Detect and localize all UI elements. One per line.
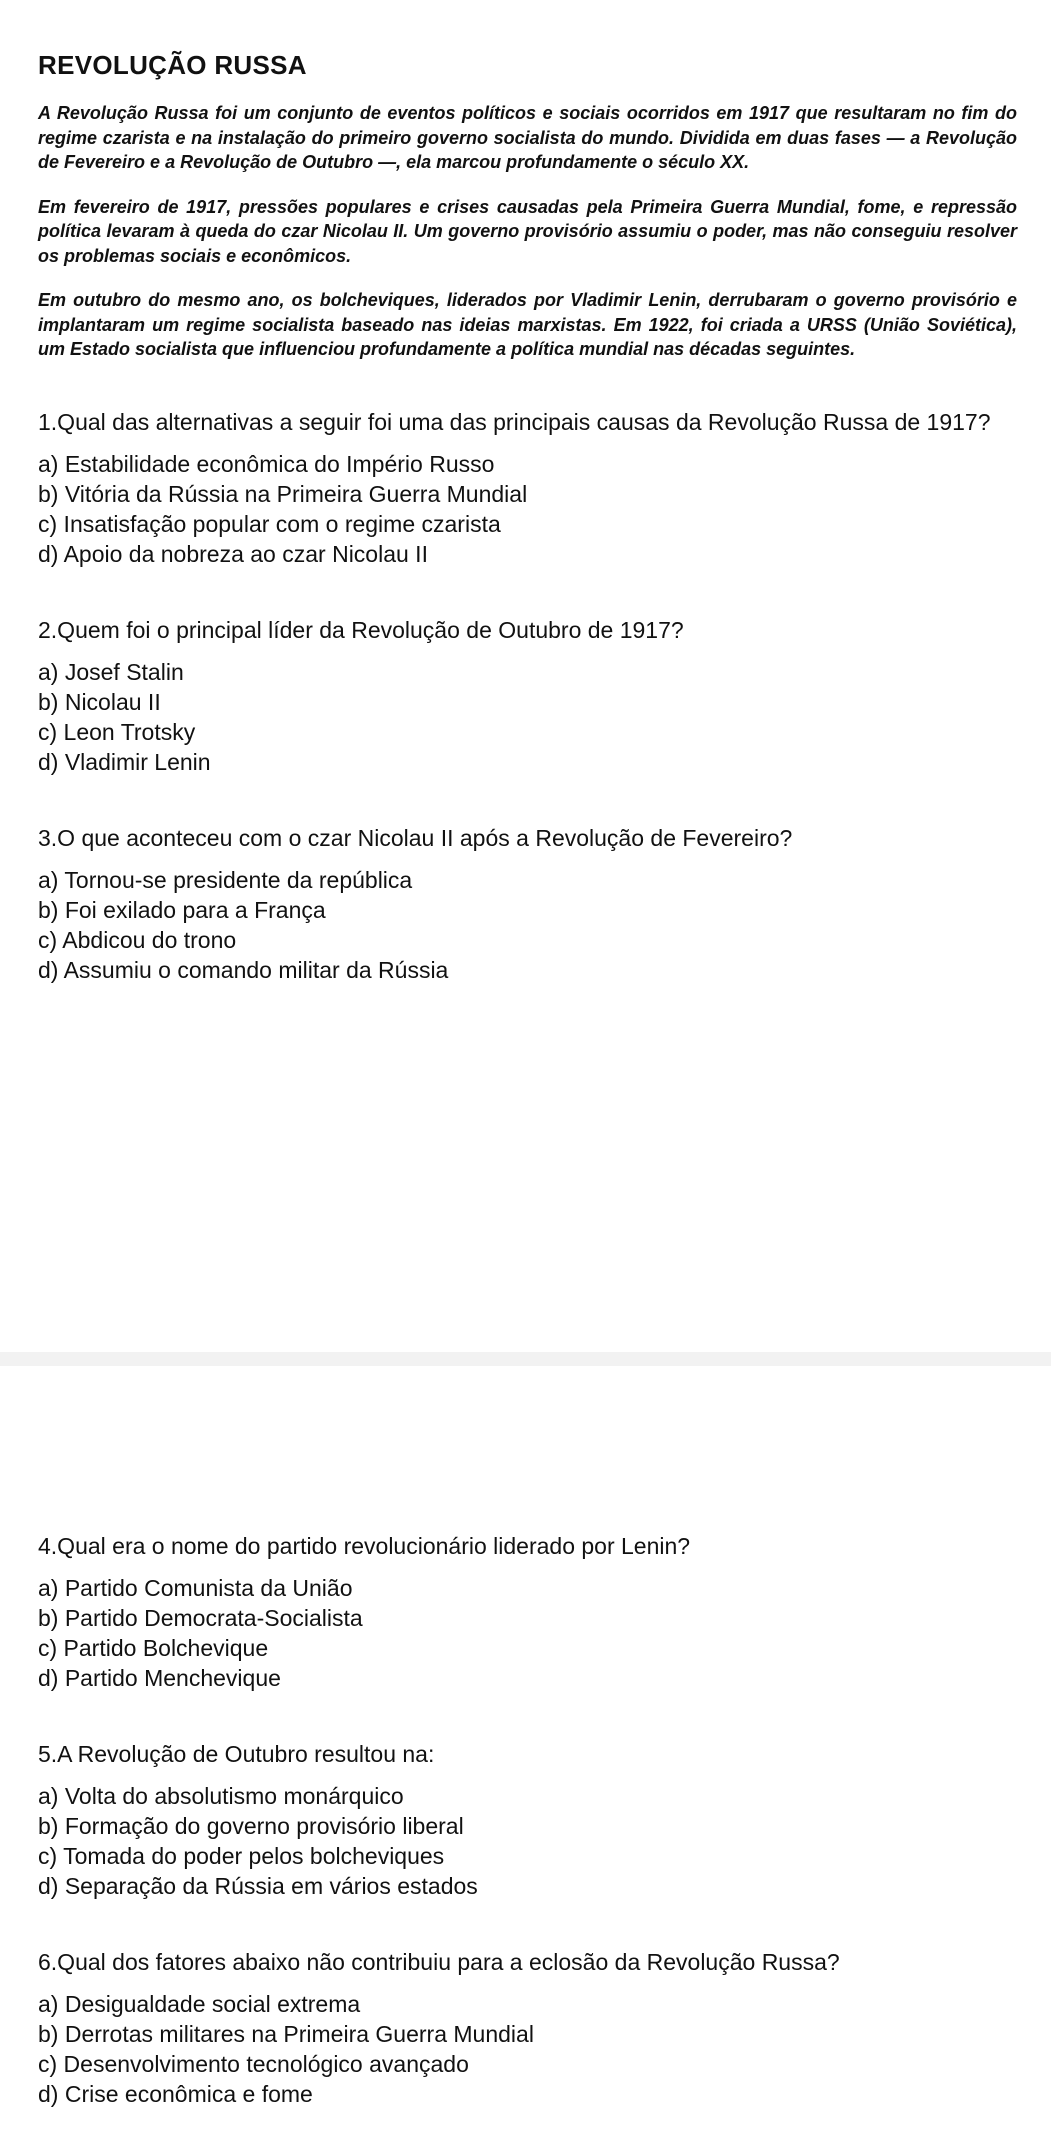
page-separator (0, 1352, 1051, 1366)
option-d: d) Assumiu o comando militar da Rússia (38, 956, 449, 983)
option-d: d) Apoio da nobreza ao czar Nicolau II (38, 540, 428, 567)
question-5 (38, 1739, 1017, 1901)
option-a: a) Estabilidade econômica do Império Russo (38, 450, 495, 477)
option-b: b) Formação do governo provisório liberal (38, 1813, 464, 1839)
option-a: a) Tornou-se presidente da república (38, 866, 413, 893)
option-d: d) Crise econômica e fome (38, 2081, 313, 2107)
document-title: REVOLUÇÃO RUSSA (38, 50, 307, 80)
option-c: c) Tomada do poder pelos bolcheviques (38, 1843, 445, 1869)
option-a: a) Desigualdade social extrema (38, 1991, 361, 2017)
intro-paragraph: A Revolução Russa foi um conjunto de eventos políticos e sociais ocorridos em 1917 que resultaram no fim do regime czarista e na instalação do primeiro governo socialista do mundo. Dividida em duas fases — a Revolução de Fevereiro e a Revolução de Outubro —, ela marcou profundamente o século XX. (38, 103, 1017, 172)
question-text: 1.Qual das alternativas a seguir foi uma das principais causas da Revolução Russa de 1917? (38, 408, 991, 435)
question-text: 6.Qual dos fatores abaixo não contribuiu para a eclosão da Revolução Russa? (38, 1949, 840, 1975)
question-4 (38, 1531, 1017, 1693)
page-2 (0, 1366, 1051, 2131)
question-text: 4.Qual era o nome do partido revolucionário liderado por Lenin? (38, 1533, 691, 1559)
option-b: b) Derrotas militares na Primeira Guerra Mundial (38, 2021, 534, 2047)
intro-paragraph: Em outubro do mesmo ano, os bolcheviques, liderados por Vladimir Lenin, derrubaram o governo provisório e implantaram um regime socialista baseado nas ideias marxistas. Em 1922, foi criada a URSS (União Soviética), um Estado socialista que influenciou profundamente a política mundial nas décadas seguintes. (38, 290, 1017, 359)
option-c: c) Insatisfação popular com o regime czarista (38, 510, 501, 537)
option-list (38, 865, 1017, 985)
option-list (38, 1989, 1017, 2109)
questions-page-2 (38, 1531, 1017, 2109)
question-text: 3.O que aconteceu com o czar Nicolau II após a Revolução de Fevereiro? (38, 824, 793, 851)
intro-section (38, 101, 1017, 362)
question-6 (38, 1947, 1017, 2109)
option-b: b) Foi exilado para a França (38, 896, 326, 923)
intro-paragraph: Em fevereiro de 1917, pressões populares e crises causadas pela Primeira Guerra Mundial, fome, e repressão política levaram à queda do czar Nicolau II. Um governo provisório assumiu o poder, mas não conseguiu resolver os problemas sociais e econômicos. (38, 196, 1017, 266)
option-d: d) Vladimir Lenin (38, 748, 211, 775)
option-c: c) Desenvolvimento tecnológico avançado (38, 2051, 469, 2077)
question-1 (38, 407, 1017, 569)
option-list (38, 449, 1017, 569)
question-text: 2.Quem foi o principal líder da Revolução de Outubro de 1917? (38, 616, 684, 643)
option-list (38, 1573, 1017, 1693)
option-list (38, 657, 1017, 777)
option-c: c) Abdicou do trono (38, 926, 237, 953)
option-b: b) Nicolau II (38, 688, 161, 715)
option-a: a) Volta do absolutismo monárquico (38, 1783, 404, 1809)
questions-page-1 (38, 407, 1017, 985)
option-d: d) Partido Menchevique (38, 1665, 281, 1691)
option-list (38, 1781, 1017, 1901)
question-2 (38, 615, 1017, 777)
option-a: a) Josef Stalin (38, 658, 184, 685)
question-text: 5.A Revolução de Outubro resultou na: (38, 1741, 435, 1767)
option-c: c) Leon Trotsky (38, 718, 196, 745)
option-a: a) Partido Comunista da União (38, 1575, 353, 1601)
option-d: d) Separação da Rússia em vários estados (38, 1873, 478, 1899)
option-b: b) Vitória da Rússia na Primeira Guerra Mundial (38, 480, 528, 507)
question-3 (38, 823, 1017, 985)
option-b: b) Partido Democrata-Socialista (38, 1605, 363, 1631)
option-c: c) Partido Bolchevique (38, 1635, 269, 1661)
